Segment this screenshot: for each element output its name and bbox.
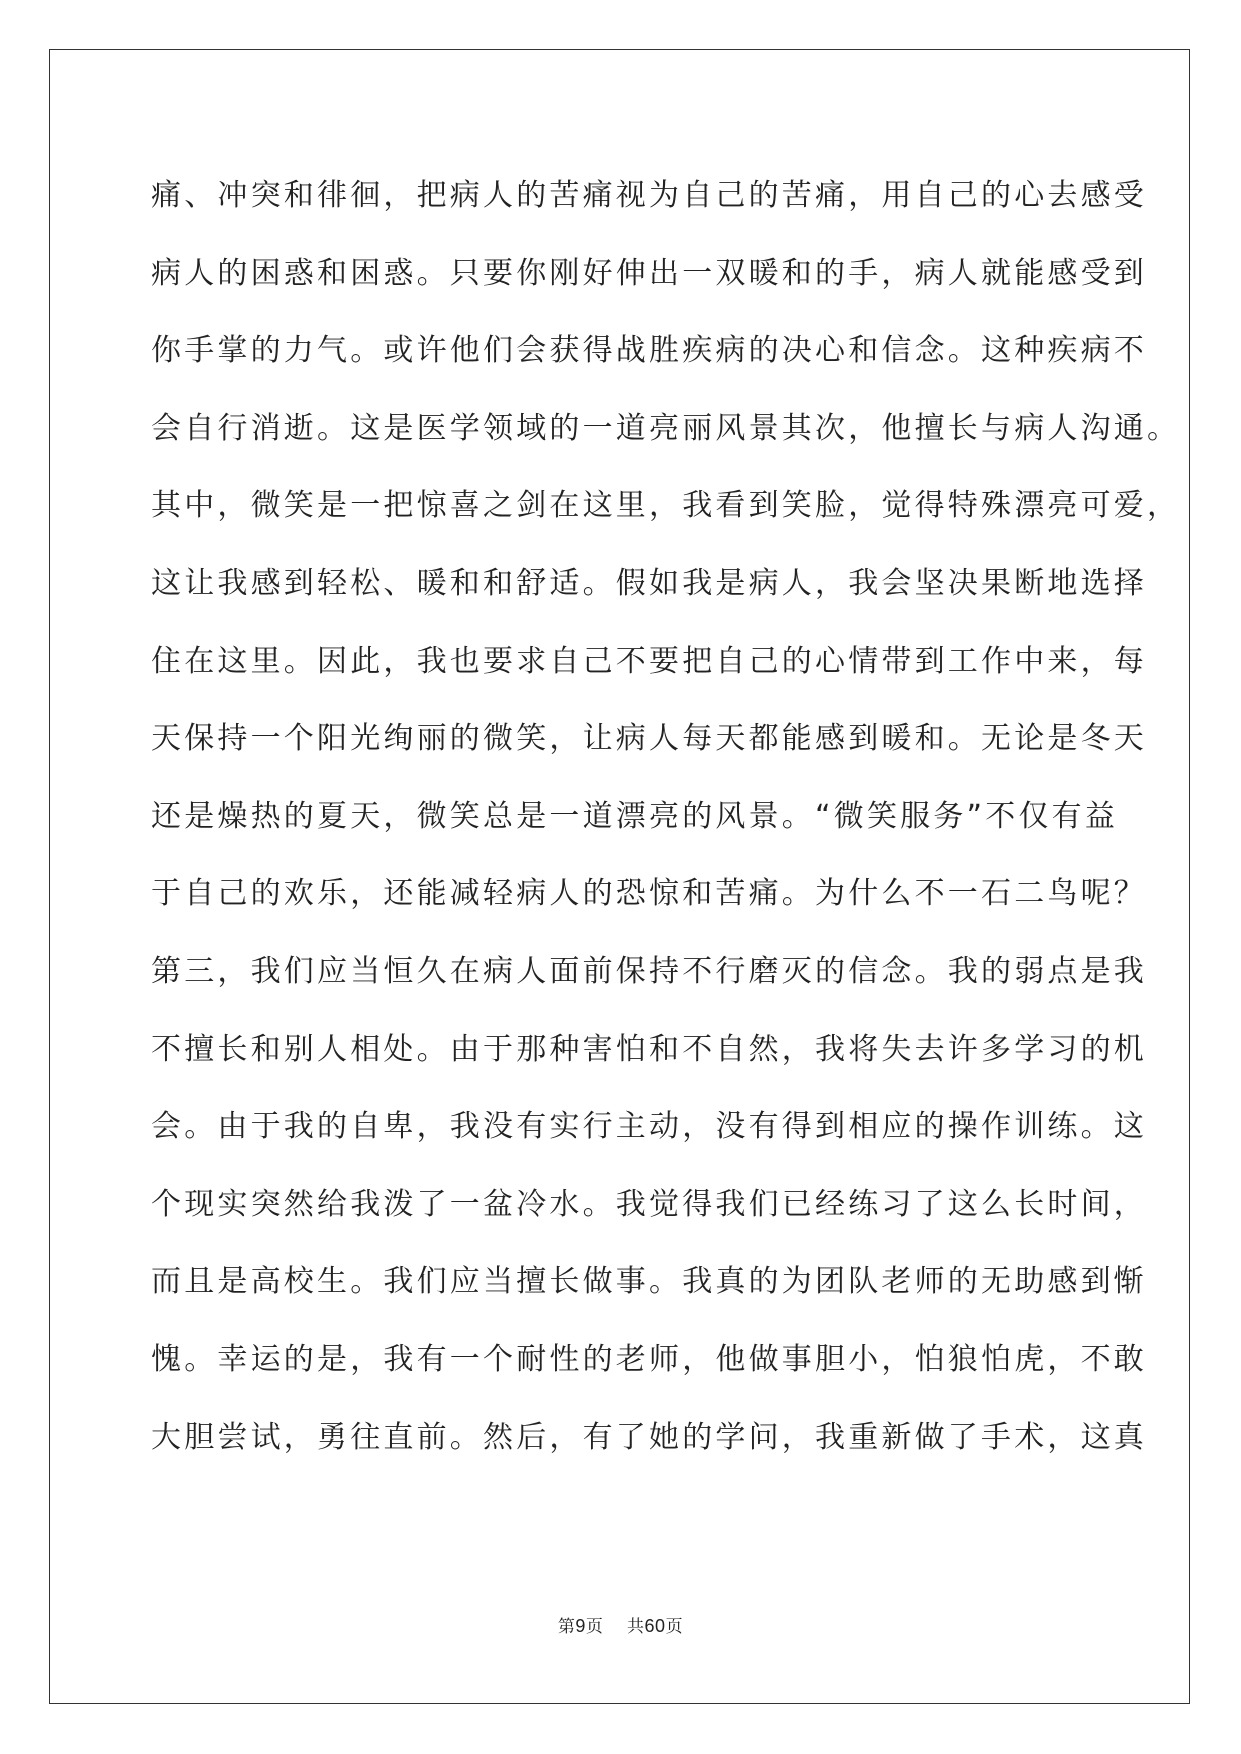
footer-total-prefix: 共 (627, 1617, 645, 1637)
text-line: 第三，我们应当恒久在病人面前保持不行磨灭的信念。我的弱点是我 (151, 953, 1147, 989)
text-line: 天保持一个阳光绚丽的微笑，让病人每天都能感到暖和。无论是冬天 (151, 721, 1147, 757)
text-line: 会。由于我的自卑，我没有实行主动，没有得到相应的操作训练。这 (151, 1109, 1147, 1145)
text-line: 还是燥热的夏天，微笑总是一道漂亮的风景。“微笑服务”不仅有益 (151, 798, 1119, 834)
text-line: 这让我感到轻松、暖和和舒适。假如我是病人，我会坚决果断地选择 (151, 565, 1147, 601)
page-number: 9 (575, 1616, 586, 1636)
footer-prefix: 第 (557, 1617, 576, 1637)
text-line: 痛、冲突和徘徊，把病人的苦痛视为自己的苦痛，用自己的心去感受 (151, 178, 1147, 213)
page-footer (0, 1612, 1241, 1637)
text-line: 其中，微笑是一把惊喜之剑在这里，我看到笑脸，觉得特殊漂亮可爱， (151, 488, 1181, 524)
footer-total-suffix: 页 (665, 1617, 684, 1637)
total-pages: 60 (644, 1616, 666, 1636)
text-line: 而且是高校生。我们应当擅长做事。我真的为团队老师的无助感到惭 (151, 1264, 1147, 1300)
text-line: 大胆尝试，勇往直前。然后，有了她的学问，我重新做了手术，这真 (151, 1419, 1147, 1455)
text-line: 愧。幸运的是，我有一个耐性的老师，他做事胆小，怕狼怕虎，不敢 (151, 1341, 1147, 1377)
text-line: 你手掌的力气。或许他们会获得战胜疾病的决心和信念。这种疾病不 (151, 333, 1147, 369)
body-text (151, 157, 1181, 1476)
text-line: 于自己的欢乐，还能减轻病人的恐惊和苦痛。为什么不一石二鸟呢？ (151, 876, 1147, 912)
text-line: 会自行消逝。这是医学领域的一道亮丽风景其次，他擅长与病人沟通。 (151, 410, 1181, 446)
text-line: 住在这里。因此，我也要求自己不要把自己的心情带到工作中来，每 (151, 643, 1147, 679)
footer-page-suffix: 页 (585, 1617, 604, 1637)
text-line: 个现实突然给我泼了一盆冷水。我觉得我们已经练习了这么长时间， (151, 1186, 1147, 1222)
text-line: 病人的困惑和困惑。只要你刚好伸出一双暖和的手，病人就能感受到 (151, 255, 1147, 291)
text-line: 不擅长和别人相处。由于那种害怕和不自然，我将失去许多学习的机 (151, 1031, 1147, 1067)
